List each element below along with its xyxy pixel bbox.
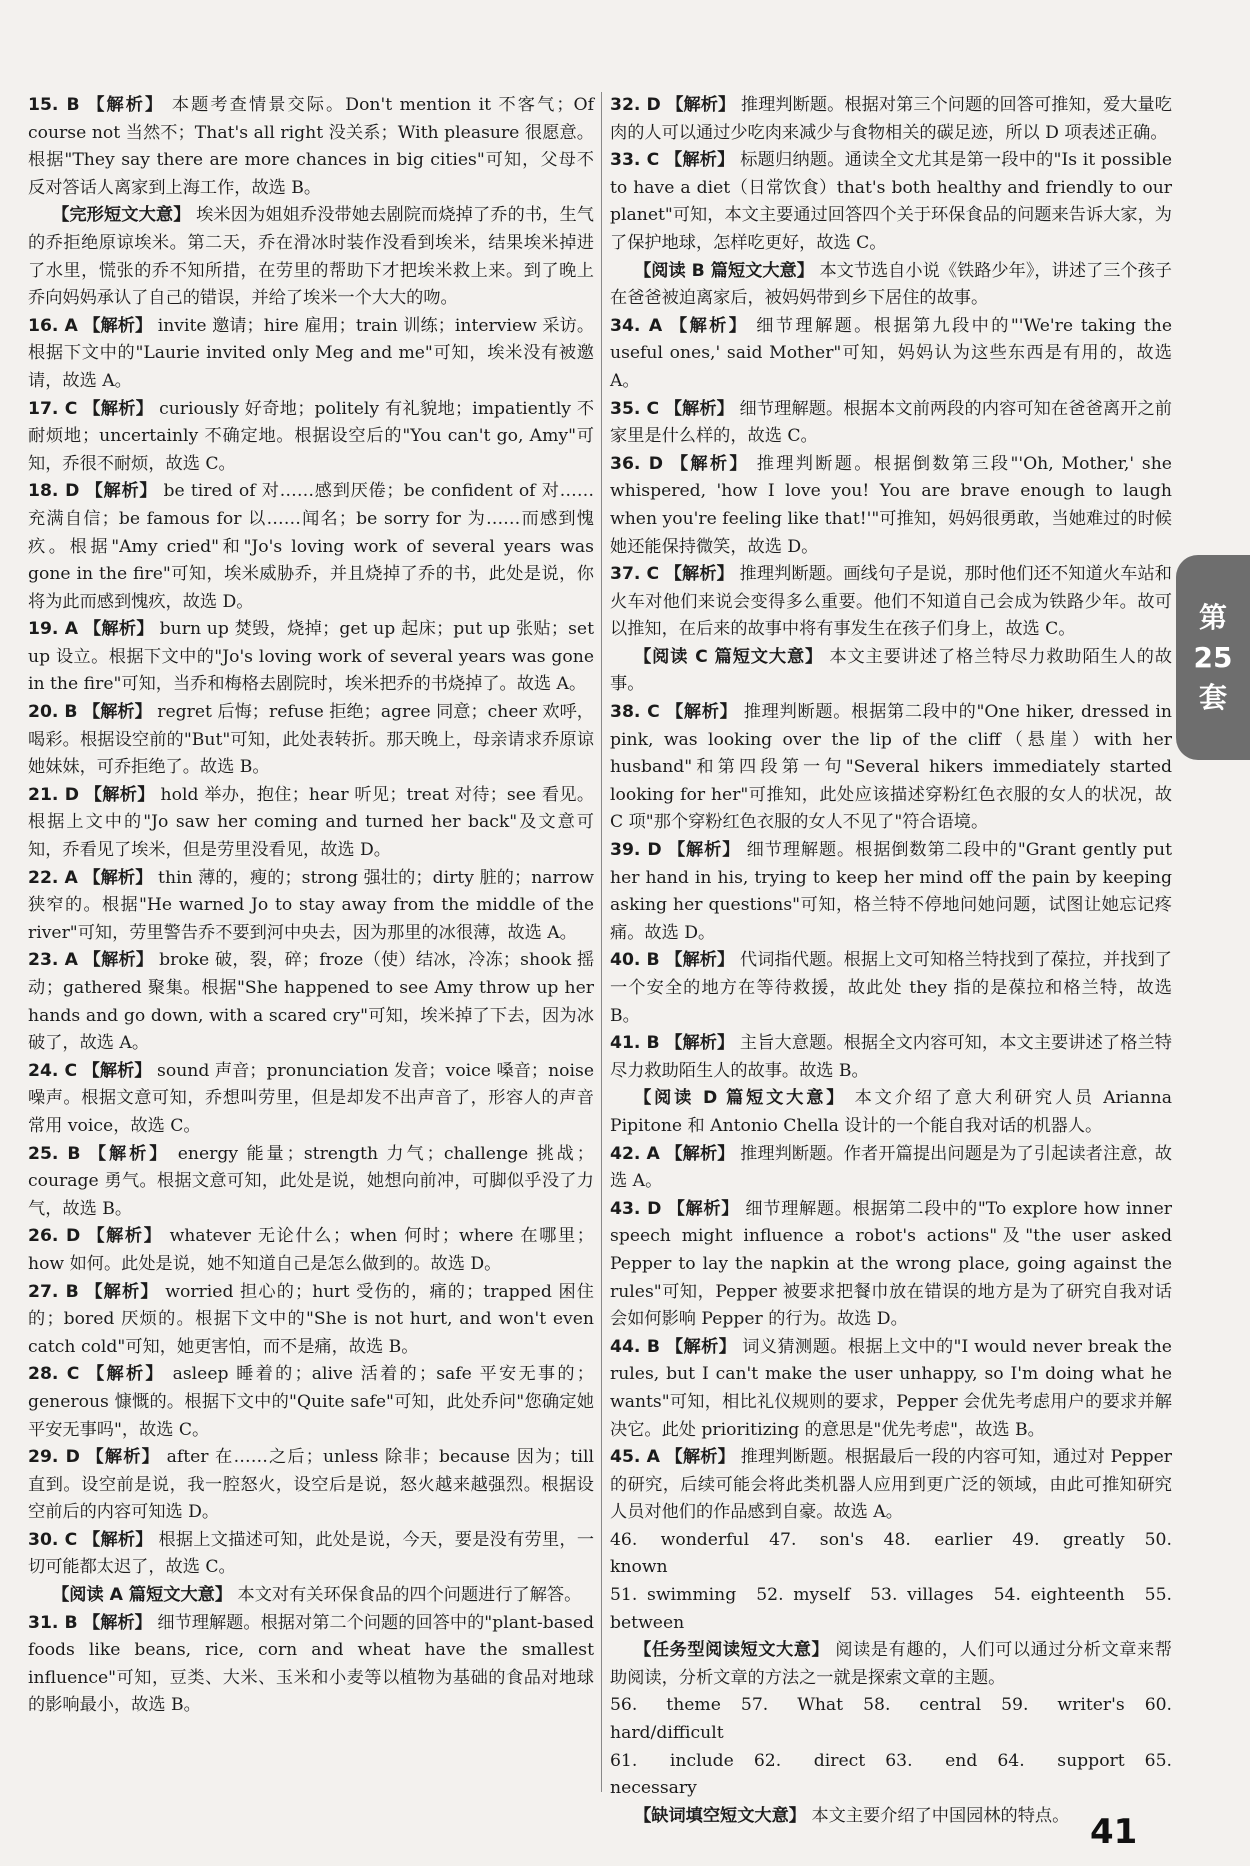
analysis-tag: 【解析】 [667,840,741,861]
answer-line [610,1692,1172,1747]
answer-entry [610,1030,1172,1085]
fill-answer: 63. end [885,1750,978,1771]
summary-text: 本文主要讲述了格兰特尽力救助陌生人的故事。 [610,646,1172,695]
analysis-text: 推理判断题。根据对第三个问题的回答可推知，爱大量吃肉的人可以通过少吃肉来减少与食物相关的碳足迹，所以 D 项表述正确。 [610,95,1172,143]
analysis-tag: 【解析】 [667,1198,740,1219]
fill-answer: 61. include [610,1750,734,1771]
answer-entry [28,1361,594,1444]
answer-entry [28,947,594,1057]
fill-answer: 51. swimming [610,1585,737,1606]
analysis-tag: 【解析】 [83,619,154,640]
analysis-text: worried 担心的；hurt 受伤的，痛的；trapped 困住的；bored 厌烦的。根据下文中的"She is not hurt, and won't even catch cold"可知，她更害怕，而不是痛，故选 B。 [28,1281,594,1357]
analysis-tag: 【解析】 [665,1336,737,1357]
analysis-text: thin 薄的，瘦的；strong 强壮的；dirty 脏的；narrow 狭窄的。根据"He warned Jo to stay away from the middle of the river"可知，劳里警告乔不要到河中央去，因为那里的冰很薄，故选 A。 [28,867,595,943]
question-number: 15. B [28,95,80,115]
analysis-text: sound 声音；pronunciation 发音；voice 嗓音；noise 噪声。根据文意可知，乔想叫劳里，但是却发不出声音了，形容人的声音常用 voice，故选 C。 [28,1060,595,1136]
answer-entry [28,1279,594,1362]
analysis-text: 推理判断题。作者开篇提出问题是为了引起读者注意，故选 A。 [610,1143,1172,1192]
analysis-tag: 【解析】 [87,1364,165,1385]
answer-line [610,1582,1172,1637]
question-number: 18. D [28,481,80,502]
analysis-text: after 在……之后；unless 除非；because 因为；till 直到。设空前是说，我一腔怒火，设空后是说，怒火越来越强烈。根据设空前后的内容可知选 D。 [28,1447,594,1523]
question-number: 39. D [610,840,662,861]
question-number: 43. D [610,1198,662,1219]
answer-entry [610,92,1172,147]
analysis-text: 标题归纳题。通读全文尤其是第一段中的"Is it possible to have a diet（日常饮食）that's both healthy and friendly to our planet"可知，本文主要通过回答四个关于环保食品的问题来告诉大家，为了保护地球，怎样吃更好，故选 C。 [610,150,1172,253]
fill-answer: 49. greatly [1012,1529,1125,1550]
summary-title: 【阅读 B 篇短文大意】 [634,260,814,281]
answer-entry [28,699,594,782]
question-number: 28. C [28,1364,80,1385]
fill-answer: 64. support [997,1750,1125,1771]
summary-text: 本文节选自小说《铁路少年》，讲述了三个孩子在爸爸被迫离家后，被妈妈带到乡下居住的故事。 [610,260,1172,309]
question-number: 31. B [28,1612,78,1633]
fill-answer: 62. direct [753,1750,866,1771]
question-number: 33. C [610,150,660,171]
answer-entry [28,478,594,616]
fill-answer: 53. villages [870,1585,974,1606]
question-number: 41. B [610,1033,660,1054]
passage-summary [610,1637,1172,1692]
answer-entry [28,1141,594,1224]
analysis-tag: 【解析】 [670,453,749,474]
fill-answer: 47. son's [769,1529,864,1550]
answer-entry [610,561,1172,644]
answer-entry [610,699,1172,837]
summary-text: 阅读是有趣的，人们可以通过分析文章来帮助阅读，分析文章的方法之一就是探索文章的主题。 [610,1640,1172,1688]
analysis-tag: 【解析】 [84,784,155,805]
column-divider [601,92,602,1792]
analysis-text: whatever 无论什么；when 何时；where 在哪里；how 如何。此处是说，她不知道自己是怎么做到的。故选 D。 [28,1226,594,1274]
answer-entry [28,782,594,865]
summary-text: 本文介绍了意大利研究人员 Arianna Pipitone 和 Antonio Chella 设计的一个能自我对话的机器人。 [610,1088,1172,1136]
fill-answer: 56. theme [610,1695,721,1716]
passage-summary [610,644,1172,699]
answer-entry [610,1141,1172,1196]
analysis-tag: 【解析】 [82,1060,152,1081]
answer-entry [28,92,594,202]
summary-title: 【缺词填空短文大意】 [634,1805,806,1826]
answer-entry [610,947,1172,1030]
answer-entry [28,396,594,479]
page-number: 41 [1090,1812,1138,1852]
question-number: 29. D [28,1447,80,1468]
fill-answer: 52. myself [756,1585,851,1606]
question-number: 23. A [28,950,78,971]
analysis-text: 词义猜测题。根据上文中的"I would never break the rules, but I can't make the user unhappy, so I'm doing what he wants"可知，相比礼仪规则的要求，Pepper 会优先考虑用户的要求并解决它。此处 prioritizing 的意思是"优先考虑"，故选 B。 [610,1336,1172,1440]
summary-title: 【阅读 D 篇短文大意】 [634,1088,847,1109]
fill-answer: 60. hard/difficult [610,1695,1173,1744]
question-number: 38. C [610,702,660,723]
question-number: 45. A [610,1447,660,1468]
answer-entry [610,396,1172,451]
fill-answer: 58. central [863,1695,982,1716]
analysis-tag: 【解析】 [665,1447,735,1468]
analysis-text: 细节理解题。根据本文前两段的内容可知在爸爸离开之前家里是什么样的，故选 C。 [610,398,1172,447]
passage-summary [610,1803,1172,1831]
analysis-text: 细节理解题。根据第九段中的"'We're taking the useful ones,' said Mother"可知，妈妈认为这些东西是有用的，故选 A。 [610,315,1173,391]
analysis-tag: 【解析】 [85,481,158,502]
answer-entry [28,1444,594,1527]
answer-entry [610,837,1172,947]
fill-answer: 55. between [610,1585,1172,1633]
question-number: 37. C [610,564,660,585]
analysis-tag: 【解析】 [83,398,154,419]
question-number: 17. C [28,398,78,419]
summary-title: 【阅读 C 篇短文大意】 [634,646,824,667]
summary-text: 本文主要介绍了中国园林的特点。 [811,1805,1070,1826]
answer-entry [610,1196,1172,1334]
analysis-tag: 【解析】 [83,702,152,723]
analysis-text: 推理判断题。画线句子是说，那时他们还不知道火车站和火车对他们来说会变得多么重要。他们不知道自己会成为铁路少年。故可以推知，在后来的故事中将有事发生在孩子们身上，故选 C。 [610,564,1172,640]
answer-entry [28,616,594,699]
analysis-tag: 【解析】 [670,315,749,336]
question-number: 36. D [610,453,664,474]
analysis-text: broke 破，裂，碎；froze（使）结冰，冷冻；shook 摇动；gathered 聚集。根据"She happened to see Amy throw up her hands and go down, with a scared cry"可知，埃米掉了下去，因为冰破了，故选 A。 [28,950,595,1054]
passage-summary [610,1085,1172,1140]
fill-answer: 48. earlier [883,1529,993,1550]
side-tab-line1: 第 [1198,600,1227,634]
answer-entry [28,865,594,948]
answer-entry [610,313,1172,396]
answer-entry [610,451,1172,561]
analysis-tag: 【解析】 [665,702,738,723]
set-number-tab [1176,555,1250,760]
answer-entry [610,1444,1172,1527]
summary-title: 【完形短文大意】 [52,205,191,226]
analysis-tag: 【解析】 [83,1529,153,1550]
fill-answer: 57. What [740,1695,844,1716]
analysis-text: hold 举办，抱住；hear 听见；treat 对待；see 看见。根据上文中的"Jo saw her coming and turned her back"及文意可知，乔看见了埃米，但是劳里没看见，故选 D。 [28,784,595,861]
analysis-tag: 【解析】 [85,1281,159,1302]
analysis-tag: 【解析】 [83,1612,152,1633]
passage-summary [610,258,1172,313]
answer-entry [28,1058,594,1141]
question-number: 35. C [610,398,660,419]
right-column [610,92,1172,1830]
analysis-text: energy 能量；strength 力气；challenge 挑战；courage 勇气。根据文意可知，此处是说，她想向前冲，可脚似乎没了力气，故选 B。 [28,1143,594,1219]
question-number: 26. D [28,1226,81,1247]
question-number: 34. A [610,315,663,336]
analysis-tag: 【解析】 [83,867,153,888]
question-number: 20. B [28,702,78,723]
side-tab-line3: 套 [1198,680,1227,714]
analysis-tag: 【解析】 [665,1033,735,1054]
analysis-tag: 【解析】 [666,95,736,115]
answer-line [610,1527,1172,1582]
answer-entry [28,1527,594,1582]
question-number: 21. D [28,784,80,805]
analysis-text: 细节理解题。根据对第二个问题的回答中的"plant-based foods like beans, rice, corn and wheat have the smallest influence"可知，豆类、大米、玉米和小麦等以植物为基础的食品对地球的影响最小，故选 B。 [28,1612,594,1716]
question-number: 19. A [28,619,79,640]
question-number: 16. A [28,315,78,336]
fill-answer: 59. writer's [1001,1695,1125,1716]
fill-answer: 46. wonderful [610,1529,750,1550]
fill-answer: 65. necessary [610,1750,1173,1799]
analysis-tag: 【解析】 [83,315,153,336]
summary-text: 本文对有关环保食品的四个问题进行了解答。 [237,1585,582,1606]
analysis-tag: 【解析】 [83,950,154,971]
analysis-tag: 【解析】 [664,150,735,171]
question-number: 30. C [28,1529,78,1550]
question-number: 40. B [610,950,660,971]
left-column [28,92,594,1720]
analysis-tag: 【解析】 [665,1143,735,1164]
answer-entry [28,1610,594,1720]
answer-line [610,1748,1172,1803]
analysis-tag: 【解析】 [664,564,734,585]
question-number: 27. B [28,1281,79,1302]
analysis-text: 推理判断题。根据第二段中的"One hiker, dressed in pink, was looking over the lip of the cliff（悬崖）with her husband"和第四段第一句"Several hikers immediately started looking for her"可推知，此处应该描述穿粉红色衣服的女人的状况，故 C 项"那个穿粉红色衣服的女人不见了"符合语境。 [610,702,1173,833]
analysis-text: regret 后悔；refuse 拒绝；agree 同意；cheer 欢呼，喝彩。根据设空前的"But"可知，此处表转折。那天晚上，母亲请求乔原谅她妹妹，可乔拒绝了。故选 B。 [28,702,594,778]
question-number: 24. C [28,1060,78,1081]
analysis-text: curiously 好奇地；politely 有礼貌地；impatiently 不耐烦地；uncertainly 不确定地。根据设空后的"You can't go, Amy"可知，乔很不耐烦，故选 C。 [28,398,595,474]
side-tab-line2: 25 [1193,640,1233,674]
analysis-text: be tired of 对……感到厌倦；be confident of 对……充满自信；be famous for 以……闻名；be sorry for 为……而感到愧疚。根据"Amy cried"和"Jo's loving work of several years was gone in the fire"可知，埃米威胁乔，并且烧掉了乔的书，此处是说，你将为此而感到愧疚，故选 D。 [28,481,595,612]
passage-summary [28,1582,594,1610]
analysis-tag: 【解析】 [87,1226,163,1247]
analysis-text: 根据上文描述可知，此处是说，今天，要是没有劳里，一切可能都太迟了，故选 C。 [28,1529,595,1578]
analysis-text: 细节理解题。根据倒数第二段中的"Grant gently put her hand in his, trying to keep her mind off the pain by keeping asking her questions"可知，格兰特不停地问她问题，试图让她忘记疼痛。故选 D。 [610,840,1172,943]
fill-answer: 54. eighteenth [993,1585,1125,1606]
question-number: 44. B [610,1336,660,1357]
analysis-text: asleep 睡着的；alive 活着的；safe 平安无事的；generous 慷慨的。根据下文中的"Quite safe"可知，此处乔问"您确定她平安无事吗"，故选 C。 [28,1364,594,1440]
analysis-tag: 【解析】 [87,95,165,115]
analysis-tag: 【解析】 [88,1143,170,1164]
analysis-text: 推理判断题。根据倒数第三段"'Oh, Mother,' she whispered, 'how I love you! You are brave enough to laugh when you're feeling like that!'"可推知，妈妈很勇敢，当她难过的时候她还能保持微笑，故选 D。 [610,453,1172,557]
fill-answer: 50. known [610,1529,1172,1578]
analysis-text: 本题考查情景交际。Don't mention it 不客气；Of course not 当然不；That's all right 没关系；With pleasure 很愿意。根据"They say there are more chances in big cities"可知，父母不反对答话人离家到上海工作，故选 B。 [28,95,594,198]
summary-text: 埃米因为姐姐乔没带她去剧院而烧掉了乔的书，生气的乔拒绝原谅埃米。第二天，乔在滑冰时装作没看到埃米，结果埃米掉进了水里，慌张的乔不知所措，在劳里的帮助下才把埃米救上来。到了晚上乔向妈妈承认了自己的错误，并给了埃米一个大大的吻。 [28,205,594,309]
analysis-tag: 【解析】 [664,398,734,419]
answer-entry [28,313,594,396]
analysis-text: 代词指代题。根据上文可知格兰特找到了葆拉，并找到了一个安全的地方在等待救援，故此处 they 指的是葆拉和格兰特，故选 B。 [610,950,1172,1026]
answer-entry [610,147,1172,257]
analysis-text: 细节理解题。根据第二段中的"To explore how inner speech might influence a robot's actions"及"the user asked Pepper to lay the napkin at the wrong place, going against the rules"可知，Pepper 被要求把餐巾放在错误的地方是为了研究自我对话会如何影响 Pepper 的行为。故选 D。 [610,1198,1172,1330]
analysis-text: invite 邀请；hire 雇用；train 训练；interview 采访。根据下文中的"Laurie invited only Meg and me"可知，埃米没有被邀请，故选 A。 [28,315,595,391]
answer-entry [610,1334,1172,1444]
analysis-tag: 【解析】 [665,950,735,971]
question-number: 32. D [610,95,661,115]
passage-summary [28,202,594,312]
question-number: 22. A [28,867,78,888]
answer-entry [28,1223,594,1278]
question-number: 25. B [28,1143,81,1164]
analysis-tag: 【解析】 [86,1447,160,1468]
analysis-text: 推理判断题。根据最后一段的内容可知，通过对 Pepper 的研究，后续可能会将此类机器人应用到更广泛的领域，由此可推知研究人员对他们的作品感到自豪。故选 A。 [610,1447,1173,1523]
summary-title: 【阅读 A 篇短文大意】 [52,1585,233,1606]
analysis-text: burn up 焚毁，烧掉；get up 起床；put up 张贴；set up 设立。根据下文中的"Jo's loving work of several years was gone in the fire"可知，当乔和梅格去剧院时，埃米把乔的书烧掉了。故选 A。 [28,619,594,695]
question-number: 42. A [610,1143,660,1164]
summary-title: 【任务型阅读短文大意】 [634,1640,830,1661]
analysis-text: 主旨大意题。根据全文内容可知，本文主要讲述了格兰特尽力救助陌生人的故事。故选 B。 [610,1033,1172,1081]
